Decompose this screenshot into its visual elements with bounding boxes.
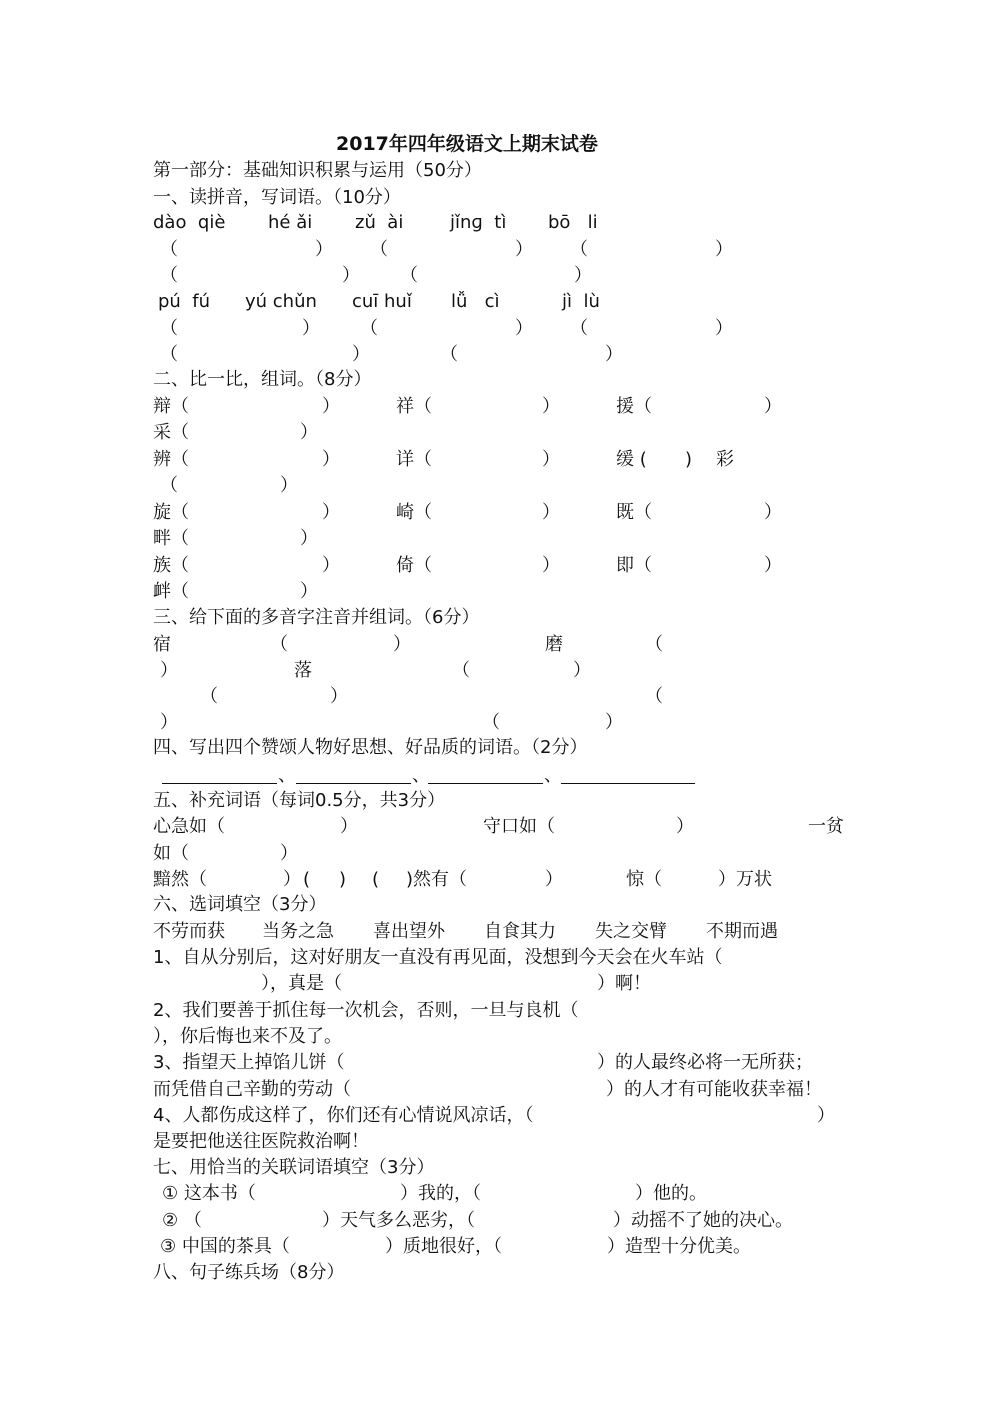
section-1-heading: 一、读拼音，写词语。（10分） xyxy=(153,187,401,208)
idiom-item: 如（ xyxy=(153,843,189,864)
answer-paren: ） xyxy=(542,555,560,576)
answer-paren: ） xyxy=(340,816,358,837)
word-option: 不期而遇 xyxy=(706,921,778,942)
polyphone-char: 宿 xyxy=(153,634,171,655)
word-option: 不劳而获 xyxy=(153,921,225,942)
answer-paren: ） xyxy=(605,712,623,733)
answer-paren: ） xyxy=(300,581,318,602)
pinyin-item: yú chǔn xyxy=(245,291,317,312)
answer-paren: ） xyxy=(715,239,733,260)
separator: 、 xyxy=(278,765,296,786)
question-text: 4、人都伤成这样了，你们还有心情说风凉话，（ xyxy=(153,1105,534,1126)
answer-blank xyxy=(428,783,543,784)
answer-paren: （ xyxy=(570,318,588,339)
compare-char: 既（ xyxy=(616,502,652,523)
answer-paren: （ xyxy=(360,318,378,339)
answer-paren: ） xyxy=(515,239,533,260)
answer-paren: ） xyxy=(300,528,318,549)
answer-paren: （ xyxy=(160,475,178,496)
compare-char: 旋（ xyxy=(153,502,189,523)
pinyin-item: bō li xyxy=(548,212,598,233)
separator: 、 xyxy=(412,765,430,786)
answer-paren: ） xyxy=(764,502,782,523)
word-option: 失之交臂 xyxy=(595,921,667,942)
question-text: 2、我们要善于抓住每一次机会，否则，一旦与良机（ xyxy=(153,1000,579,1021)
answer-paren: ） xyxy=(160,660,178,681)
answer-paren: （ xyxy=(160,318,178,339)
answer-paren: （ xyxy=(160,239,178,260)
answer-paren: ） xyxy=(676,816,694,837)
answer-paren: ） xyxy=(764,555,782,576)
question-text: ），你后悔也来不及了。 xyxy=(153,1026,342,1047)
word-option: 当务之急 xyxy=(262,921,334,942)
compare-char: 详（ xyxy=(396,449,432,470)
answer-paren: （ xyxy=(645,634,663,655)
question-text: ）他的。 xyxy=(635,1183,707,1204)
answer-paren: （ xyxy=(370,239,388,260)
idiom-item: 守口如（ xyxy=(483,816,555,837)
word-option: 自食其力 xyxy=(484,921,556,942)
section-6-heading: 六、选词填空（3分） xyxy=(153,894,327,915)
answer-paren: ) xyxy=(685,449,693,470)
answer-paren: （ xyxy=(200,686,218,707)
compare-char: 衅（ xyxy=(153,581,189,602)
answer-blank xyxy=(296,783,411,784)
word-option: 喜出望外 xyxy=(373,921,445,942)
compare-char: 采（ xyxy=(153,422,189,443)
answer-blank xyxy=(561,783,695,784)
answer-paren: ） xyxy=(542,502,560,523)
question-text: ）质地很好，（ xyxy=(385,1236,502,1257)
answer-paren: ） xyxy=(280,843,298,864)
question-text: ），真是（ xyxy=(261,973,342,994)
answer-paren: ） xyxy=(315,239,333,260)
answer-paren: ( xyxy=(303,869,311,890)
section-2-heading: 二、比一比，组词。（8分） xyxy=(153,369,372,390)
answer-paren: ） xyxy=(302,318,320,339)
answer-paren: （ xyxy=(440,344,458,365)
answer-paren: ） xyxy=(574,265,592,286)
answer-paren: （ xyxy=(645,686,663,707)
compare-char: 崎（ xyxy=(396,502,432,523)
separator: 、 xyxy=(544,765,562,786)
compare-char: 缓 ( xyxy=(616,449,647,470)
answer-paren: ） xyxy=(322,502,340,523)
idiom-item: )然有（ xyxy=(406,869,468,890)
polyphone-char: 磨 xyxy=(545,634,563,655)
answer-paren: ) xyxy=(339,869,347,890)
answer-paren: （ xyxy=(570,239,588,260)
compare-char: 彩 xyxy=(716,449,734,470)
answer-paren: （ xyxy=(270,634,288,655)
answer-paren: （ xyxy=(160,344,178,365)
answer-paren: ( xyxy=(372,869,380,890)
answer-paren: ） xyxy=(393,634,411,655)
compare-char: 辨（ xyxy=(153,449,189,470)
question-text: ② （ xyxy=(162,1210,202,1231)
answer-paren: ） xyxy=(283,869,301,890)
answer-paren: （ xyxy=(452,660,470,681)
compare-char: 畔（ xyxy=(153,528,189,549)
answer-paren: ） xyxy=(573,660,591,681)
compare-char: 辩（ xyxy=(153,396,189,417)
question-text: ） xyxy=(817,1105,835,1126)
question-text: ）天气多么恶劣，（ xyxy=(322,1210,475,1231)
answer-paren: ） xyxy=(322,449,340,470)
compare-char: 即（ xyxy=(616,555,652,576)
answer-paren: ） xyxy=(322,396,340,417)
section-8-heading: 八、句子练兵场（8分） xyxy=(153,1262,345,1283)
pinyin-item: lǚ cì xyxy=(451,291,500,312)
question-text: 是要把他送往医院救治啊！ xyxy=(153,1131,369,1152)
compare-char: 祥（ xyxy=(396,396,432,417)
question-text: ）造型十分优美。 xyxy=(607,1236,751,1257)
pinyin-item: pú fú xyxy=(158,291,211,312)
question-text: 1、自从分别后，这对好朋友一直没有再见面，没想到今天会在火车站（ xyxy=(153,947,723,968)
question-text: ）动摇不了她的决心。 xyxy=(613,1210,793,1231)
idiom-item: 一贫 xyxy=(808,816,844,837)
pinyin-item: jì lù xyxy=(562,291,600,312)
question-text: 而凭借自己辛勤的劳动（ xyxy=(153,1079,351,1100)
answer-paren: ） xyxy=(764,396,782,417)
section-4-heading: 四、写出四个赞颂人物好思想、好品质的词语。（2分） xyxy=(153,737,588,758)
question-text: ① 这本书（ xyxy=(162,1183,256,1204)
answer-paren: ） xyxy=(352,344,370,365)
answer-paren: ） xyxy=(342,265,360,286)
pinyin-item: cuī huǐ xyxy=(352,291,412,312)
pinyin-item: hé ǎi xyxy=(268,212,313,233)
compare-char: 援（ xyxy=(616,396,652,417)
answer-paren: ） xyxy=(715,318,733,339)
idiom-item: 黯然（ xyxy=(153,869,207,890)
answer-paren: （ xyxy=(160,265,178,286)
pinyin-item: jǐnɡ tì xyxy=(450,212,507,233)
question-text: ③ 中国的茶具（ xyxy=(160,1236,290,1257)
page-title: 2017年四年级语文上期末试卷 xyxy=(336,133,598,155)
answer-paren: ） xyxy=(300,422,318,443)
section-5-heading: 五、补充词语（每词0.5分，共3分） xyxy=(153,790,446,811)
answer-paren: ） xyxy=(605,344,623,365)
answer-paren: ） xyxy=(330,686,348,707)
answer-paren: ） xyxy=(160,712,178,733)
answer-paren: ） xyxy=(545,869,563,890)
question-text: ）啊！ xyxy=(597,973,651,994)
part-one-heading: 第一部分：基础知识积累与运用（50分） xyxy=(153,160,482,181)
answer-paren: ） xyxy=(322,555,340,576)
question-text: ）的人才有可能收获幸福！ xyxy=(606,1079,822,1100)
answer-paren: ） xyxy=(542,396,560,417)
answer-paren: ） xyxy=(515,318,533,339)
idiom-item: 心急如（ xyxy=(153,816,225,837)
section-7-heading: 七、用恰当的关联词语填空（3分） xyxy=(153,1157,435,1178)
polyphone-char: 落 xyxy=(294,660,312,681)
pinyin-item: dào qiè xyxy=(153,212,226,233)
answer-paren: （ xyxy=(400,265,418,286)
pinyin-item: zǔ ài xyxy=(355,212,404,233)
compare-char: 倚（ xyxy=(396,555,432,576)
answer-paren: （ xyxy=(482,712,500,733)
compare-char: 族（ xyxy=(153,555,189,576)
answer-paren: ） xyxy=(280,475,298,496)
answer-paren: ） xyxy=(542,449,560,470)
section-3-heading: 三、给下面的多音字注音并组词。（6分） xyxy=(153,607,480,628)
idiom-item: 惊（ xyxy=(626,869,662,890)
question-text: ）的人最终必将一无所获； xyxy=(597,1052,813,1073)
question-text: 3、指望天上掉馅儿饼（ xyxy=(153,1052,345,1073)
idiom-item: ）万状 xyxy=(718,869,772,890)
question-text: ）我的，（ xyxy=(400,1183,481,1204)
answer-blank xyxy=(162,783,277,784)
